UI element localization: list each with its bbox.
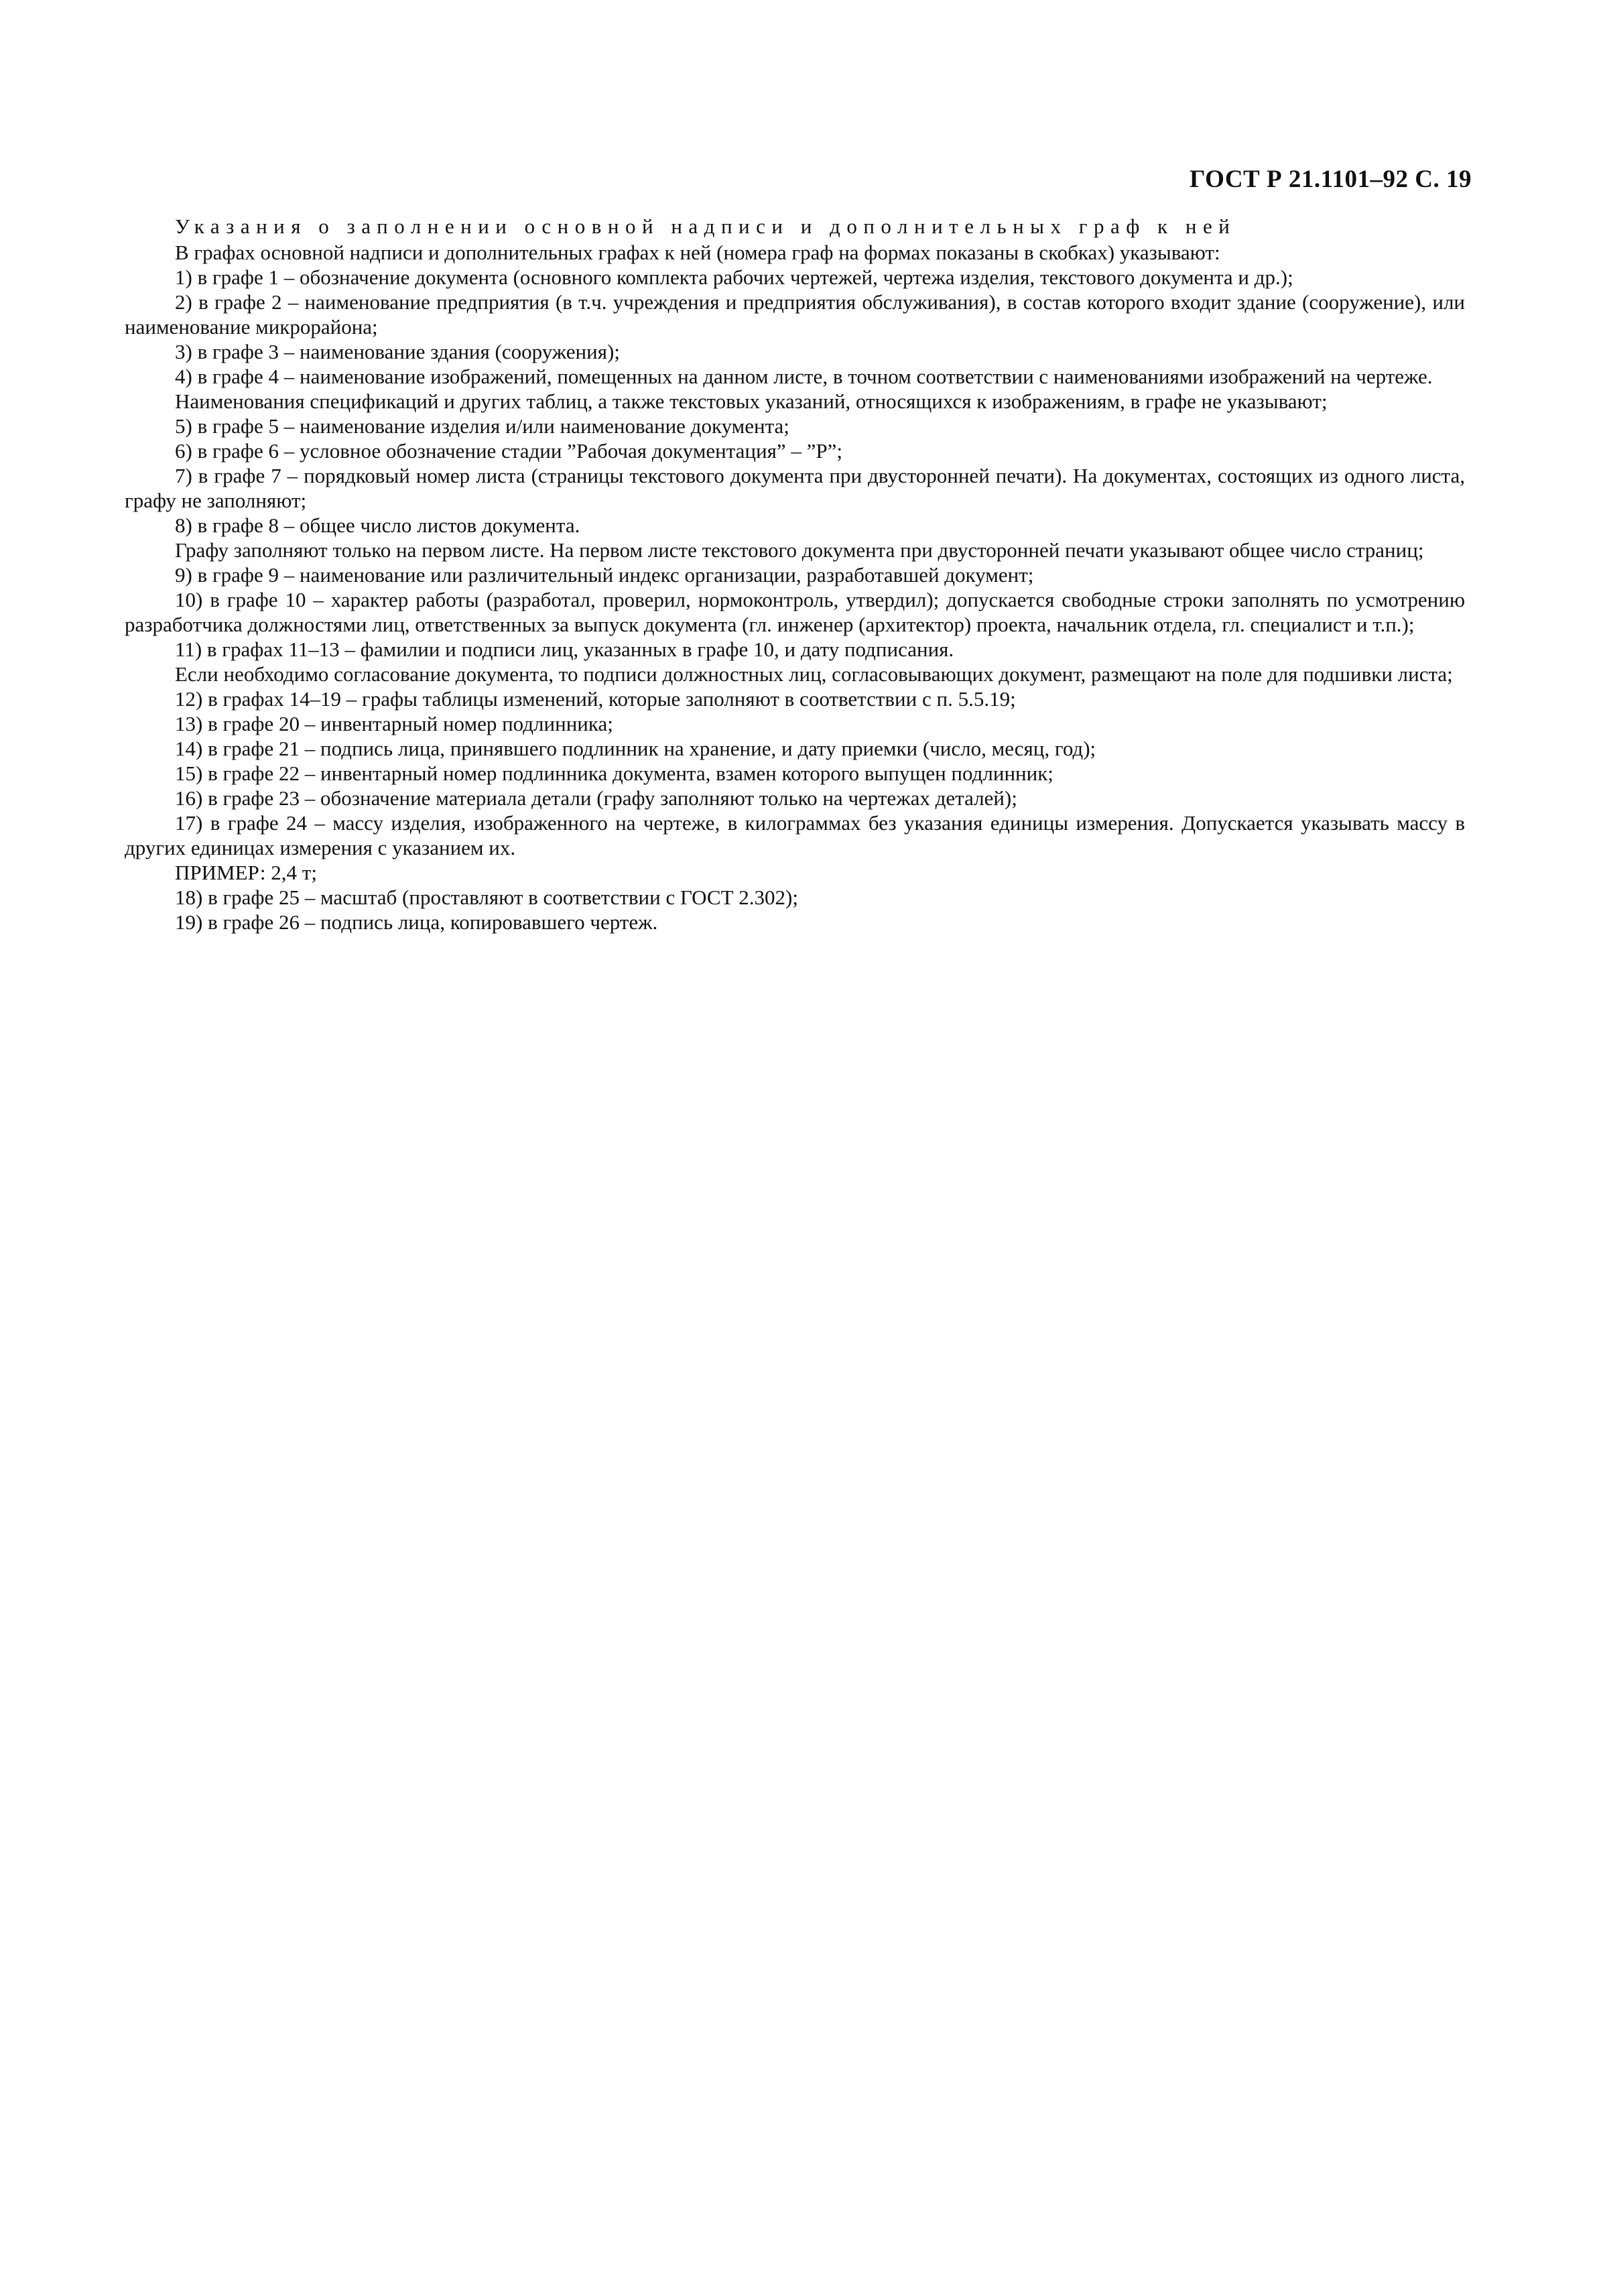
- document-body: [125, 213, 1465, 934]
- paragraph-note: Графу заполняют только на первом листе. На первом листе текстового документа при двусторонней печати указывают общее число страниц;: [175, 538, 1424, 562]
- list-item: 13) в графе 20 – инвентарный номер подлинника;: [175, 712, 613, 735]
- section-title: Указания о заполнении основной надписи и дополнительных граф к ней: [175, 215, 1236, 238]
- list-item: 18) в графе 25 – масштаб (проставляют в соответствии с ГОСТ 2.302);: [175, 886, 798, 909]
- list-item: 1) в графе 1 – обозначение документа (основного комплекта рабочих чертежей, чертежа изделия, текстового документа и др.);: [175, 265, 1293, 289]
- list-item: 9) в графе 9 – наименование или различительный индекс организации, разработавшей документ;: [175, 563, 1034, 587]
- list-item: 7) в графе 7 – порядковый номер листа (страницы текстового документа при двусторонней печати). На документах, состоящих из одного листа, графу не заполняют;: [125, 464, 1465, 512]
- list-item: 3) в графе 3 – наименование здания (сооружения);: [175, 340, 620, 363]
- page-header: ГОСТ Р 21.1101–92 С. 19: [1189, 166, 1472, 193]
- list-item: 2) в графе 2 – наименование предприятия (в т.ч. учреждения и предприятия обслуживания), в состав которого входит здание (сооружение), или наименование микрорайона;: [125, 290, 1465, 339]
- list-item: 8) в графе 8 – общее число листов документа.: [175, 513, 580, 537]
- list-item: 11) в графах 11–13 – фамилии и подписи лиц, указанных в графе 10, и дату подписания.: [175, 638, 954, 661]
- list-item: 16) в графе 23 – обозначение материала детали (графу заполняют только на чертежах деталей);: [175, 786, 1017, 810]
- list-item: 17) в графе 24 – массу изделия, изображенного на чертеже, в килограммах без указания единицы измерения. Допускается указывать массу в других единицах измерения с указанием их.: [125, 811, 1465, 859]
- paragraph-intro: В графах основной надписи и дополнительных графах к ней (номера граф на формах показаны в скобках) указывают:: [175, 241, 1220, 264]
- list-item: 14) в графе 21 – подпись лица, принявшего подлинник на хранение, и дату приемки (число, месяц, год);: [175, 737, 1096, 760]
- list-item: 10) в графе 10 – характер работы (разработал, проверил, нормоконтроль, утвердил); допускается свободные строки заполнять по усмотрению разработчика должностями лиц, ответственных за выпуск документа (гл. инженер (архитектор) проекта, начальник отдела, гл. специалист и т.п.);: [125, 588, 1465, 636]
- list-item: 4) в графе 4 – наименование изображений, помещенных на данном листе, в точном соответствии с наименованиями изображений на чертеже.: [175, 365, 1433, 388]
- list-item: 6) в графе 6 – условное обозначение стадии ”Рабочая документация” – ”Р”;: [175, 439, 842, 463]
- example-line: ПРИМЕР: 2,4 т;: [175, 861, 317, 884]
- list-item: 19) в графе 26 – подпись лица, копировавшего чертеж.: [175, 910, 658, 934]
- paragraph-note: Если необходимо согласование документа, то подписи должностных лиц, согласовывающих документ, размещают на поле для подшивки листа;: [175, 662, 1453, 686]
- paragraph-note: Наименования спецификаций и других таблиц, а также текстовых указаний, относящихся к изображениям, в графе не указывают;: [175, 389, 1328, 413]
- list-item: 12) в графах 14–19 – графы таблицы изменений, которые заполняют в соответствии с п. 5.5.19;: [175, 687, 1016, 711]
- list-item: 15) в графе 22 – инвентарный номер подлинника документа, взамен которого выпущен подлинник;: [175, 762, 1053, 785]
- list-item: 5) в графе 5 – наименование изделия и/или наименование документа;: [175, 414, 789, 438]
